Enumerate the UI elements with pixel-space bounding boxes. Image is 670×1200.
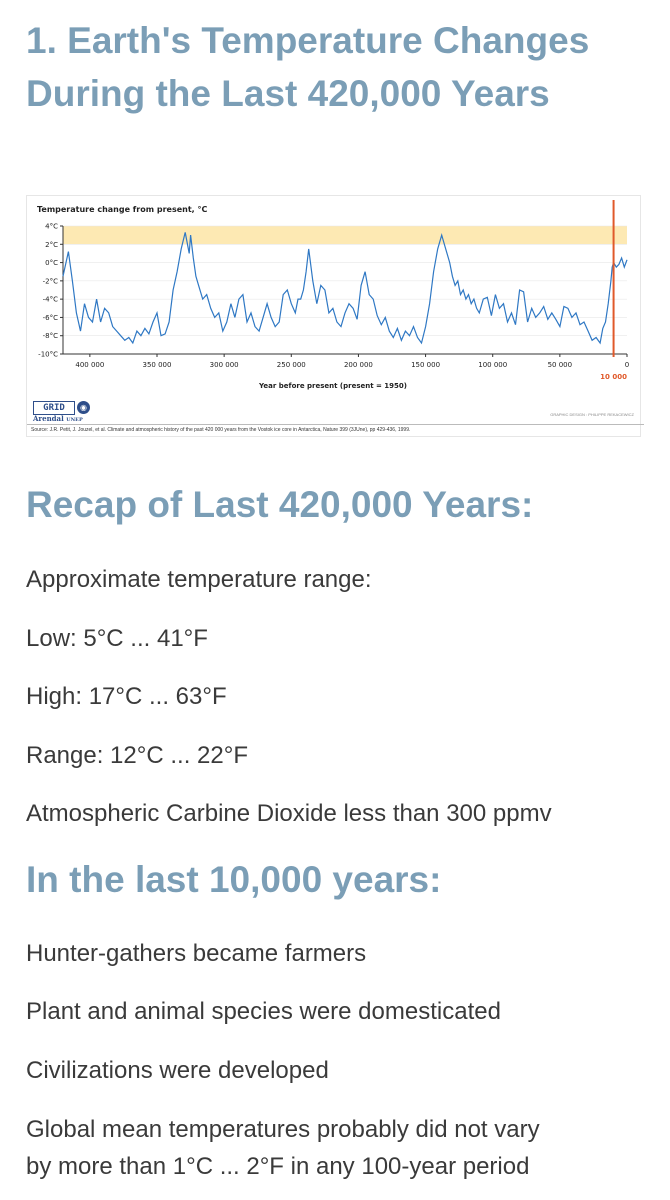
x-tick-label: 100 000 — [478, 361, 508, 369]
y-ticks — [38, 223, 63, 359]
x-tick-label: 200 000 — [343, 361, 373, 369]
global-temp-line-2: by more than 1°C ... 2°F in any 100-year period — [26, 1153, 530, 1180]
y-tick-label: -4°C — [42, 295, 58, 304]
y-tick-label: -2°C — [42, 277, 58, 286]
x-ticks — [75, 354, 629, 369]
x-tick-label: 150 000 — [411, 361, 441, 369]
x-tick-label: 400 000 — [75, 361, 105, 369]
page-title: 1. Earth's Temperature Changes During the Last 420,000 Years — [26, 20, 590, 114]
y-tick-label: -6°C — [42, 313, 58, 322]
x-tick-label: 250 000 — [276, 361, 306, 369]
last10k-item: Plant and animal species were domesticated — [26, 998, 501, 1025]
recap-range: Range: 12°C ... 22°F — [26, 742, 248, 769]
global-temp-line-1: Global mean temperatures probably did not vary — [26, 1116, 540, 1143]
temperature-figure — [26, 195, 641, 437]
y-tick-label: -8°C — [42, 332, 58, 341]
recap-low: Low: 5°C ... 41°F — [26, 625, 208, 652]
x-axis-label: Year before present (present = 1950) — [258, 382, 408, 390]
x-tick-label: 350 000 — [142, 361, 172, 369]
graphic-credit: GRAPHIC DESIGN : PHILIPPE REKACEWICZ — [550, 412, 634, 417]
temperature-chart — [27, 196, 640, 422]
source-citation: Source: J.R. Petit, J. Jouzel, et al. Climate and atmospheric history of the past 420 000 years from the Vostok ice core in Antarctica, Nature 399 (3JUne), pp 429-436, 1999. — [27, 424, 644, 436]
last10k-item: Civilizations were developed — [26, 1057, 329, 1084]
grid-logo-text: GRID — [33, 401, 75, 415]
x-tick-label: 50 000 — [547, 361, 573, 369]
unep-icon: ◉ — [77, 401, 90, 414]
y-tick-label: -10°C — [38, 350, 58, 359]
marker-label: 10 000 — [600, 373, 627, 381]
temperature-series-line — [63, 232, 627, 343]
arendal-label: Arendal UNEP — [33, 414, 83, 423]
x-tick-label: 300 000 — [209, 361, 239, 369]
chart-title: Temperature change from present, °C — [37, 205, 208, 214]
grid-lines — [63, 226, 627, 354]
recap-co2: Atmospheric Carbine Dioxide less than 300 ppmv — [26, 800, 552, 827]
y-tick-label: 2°C — [45, 240, 58, 249]
last10k-item: Hunter-gathers became farmers — [26, 940, 367, 967]
recap-heading: Recap of Last 420,000 Years: — [26, 484, 534, 525]
warm-band — [63, 226, 627, 244]
grid-arendal-logo — [33, 401, 95, 423]
recap-high: High: 17°C ... 63°F — [26, 683, 227, 710]
y-tick-label: 0°C — [45, 259, 58, 268]
x-tick-label: 0 — [624, 361, 630, 369]
y-tick-label: 4°C — [45, 222, 58, 231]
last10k-heading: In the last 10,000 years: — [26, 859, 442, 900]
recap-intro: Approximate temperature range: — [26, 566, 372, 593]
